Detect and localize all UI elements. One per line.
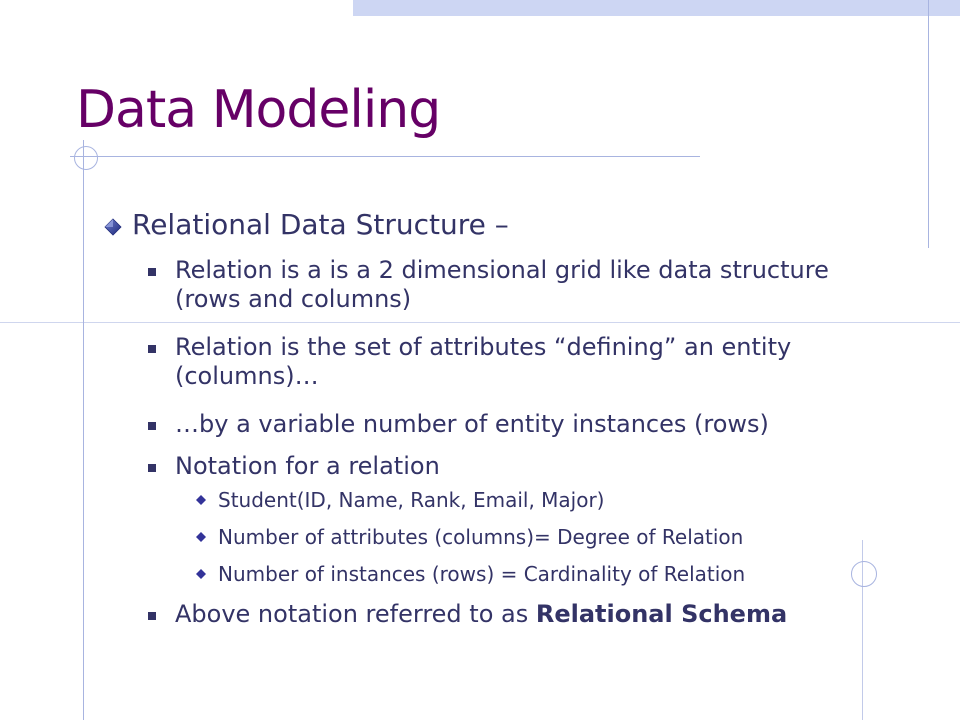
square-bullet-icon — [148, 464, 156, 472]
decorative-top-bar — [353, 0, 960, 16]
square-bullet-icon — [148, 422, 156, 430]
bullet-text — [175, 600, 787, 629]
bullet-item — [148, 452, 888, 481]
bullet-item — [148, 410, 888, 439]
decorative-left-rule — [83, 140, 84, 720]
bullet-text: …by a variable number of entity instances (rows) — [175, 410, 769, 438]
sub-bullet-text: Number of attributes (columns)= Degree of Relation — [218, 525, 744, 549]
decorative-ring-right — [851, 561, 877, 587]
decorative-mid-rule — [0, 322, 960, 323]
bullet-item — [148, 333, 888, 391]
heading-text: Relational Data Structure – — [132, 208, 509, 241]
decorative-ring-left — [74, 146, 98, 170]
bullet-item — [148, 256, 888, 314]
small-diamond-bullet-icon — [196, 495, 206, 505]
bullet-text-prefix: Above notation referred to as — [175, 600, 536, 628]
square-bullet-icon — [148, 612, 156, 620]
bullet-item — [148, 600, 808, 629]
bullet-text: Notation for a relation — [175, 452, 440, 480]
sub-bullet-text: Number of instances (rows) = Cardinality of Relation — [218, 562, 746, 586]
bullet-text: Relation is the set of attributes “defining” an entity (columns)… — [175, 333, 792, 390]
decorative-title-rule — [70, 156, 700, 157]
bullet-text-emphasis: Relational Schema — [535, 600, 788, 628]
square-bullet-icon — [148, 268, 156, 276]
small-diamond-bullet-icon — [196, 569, 206, 579]
diamond-bullet-icon — [104, 218, 118, 232]
sub-bullet-item — [196, 525, 743, 549]
bullet-text: Relation is a is a 2 dimensional grid like data structure (rows and columns) — [175, 256, 829, 313]
decorative-right-rule — [928, 0, 929, 248]
small-diamond-bullet-icon — [196, 532, 206, 542]
sub-bullet-item — [196, 488, 604, 512]
slide-title: Data Modeling — [76, 80, 441, 140]
heading-bullet — [104, 208, 509, 241]
sub-bullet-text: Student(ID, Name, Rank, Email, Major) — [218, 488, 605, 512]
sub-bullet-item — [196, 562, 745, 586]
square-bullet-icon — [148, 345, 156, 353]
